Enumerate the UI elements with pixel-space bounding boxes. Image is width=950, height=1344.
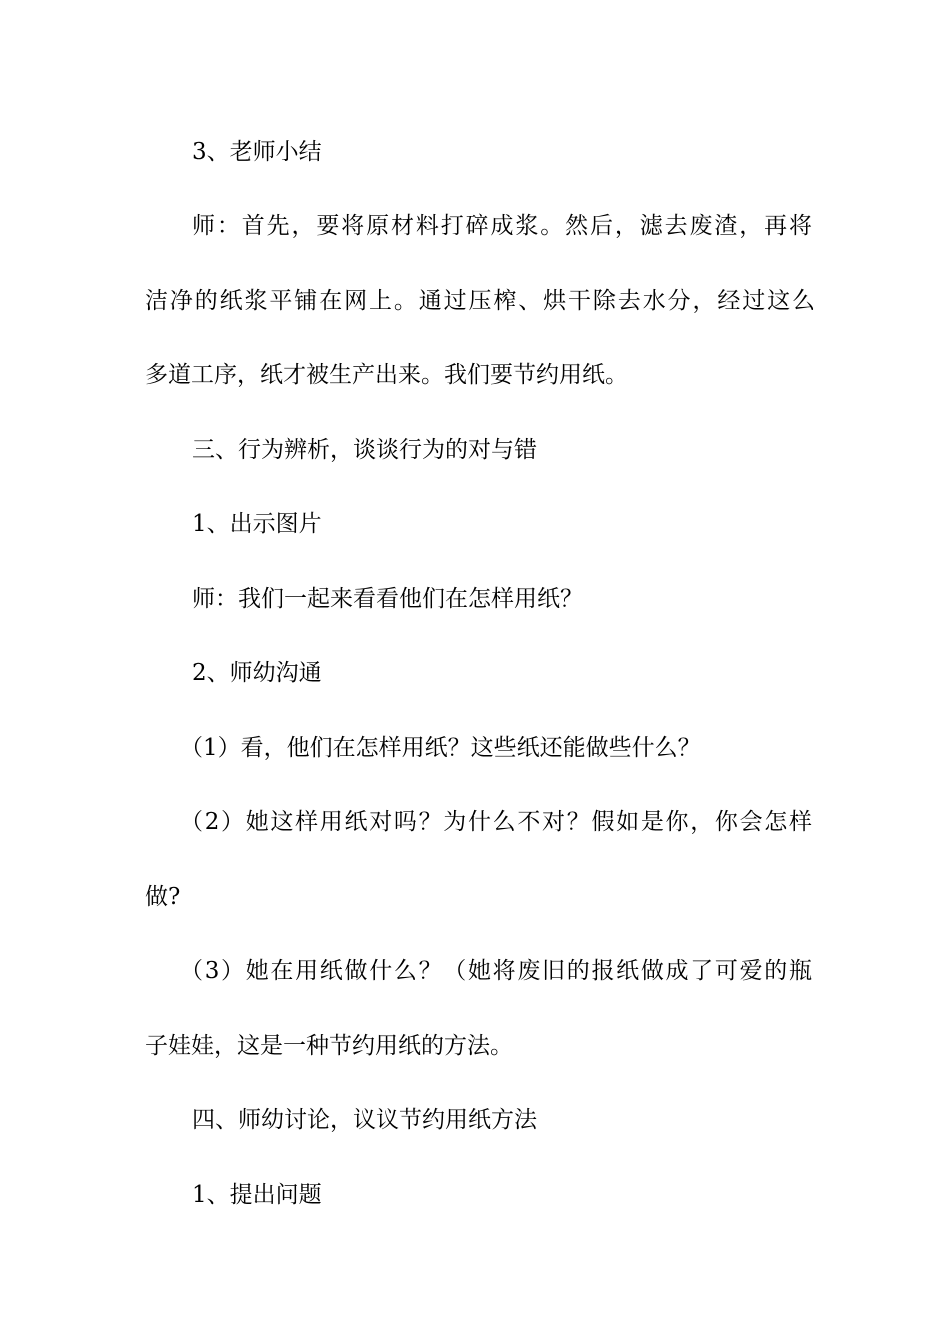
paragraph-line: 子娃娃，这是一种节约用纸的方法。: [145, 1033, 513, 1059]
section-heading-behavior-analysis: 三、行为辨析，谈谈行为的对与错: [192, 437, 537, 463]
subheading-teacher-child-communication: 2、师幼沟通: [192, 660, 322, 686]
subheading-teacher-summary: 3、老师小结: [192, 139, 322, 165]
paragraph-line: 洁净的纸浆平铺在网上。通过压榨、烘干除去水分，经过这么: [145, 288, 815, 314]
paragraph-line: 师：我们一起来看看他们在怎样用纸？: [192, 586, 583, 612]
list-item: （3）她在用纸做什么？（她将废旧的报纸做成了可爱的瓶: [180, 958, 812, 984]
subheading-show-pictures: 1、出示图片: [192, 511, 322, 537]
section-heading-discussion: 四、师幼讨论，议议节约用纸方法: [192, 1107, 537, 1133]
paragraph-line: 做?: [145, 884, 181, 910]
list-item: （2）她这样用纸对吗？为什么不对？假如是你，你会怎样: [180, 809, 812, 835]
list-item: （1）看，他们在怎样用纸？这些纸还能做些什么？: [180, 735, 701, 761]
subheading-raise-question: 1、提出问题: [192, 1182, 322, 1208]
paragraph-line: 多道工序，纸才被生产出来。我们要节约用纸。: [145, 362, 628, 388]
paragraph-line: 师：首先，要将原材料打碎成浆。然后，滤去废渣，再将: [192, 213, 812, 239]
